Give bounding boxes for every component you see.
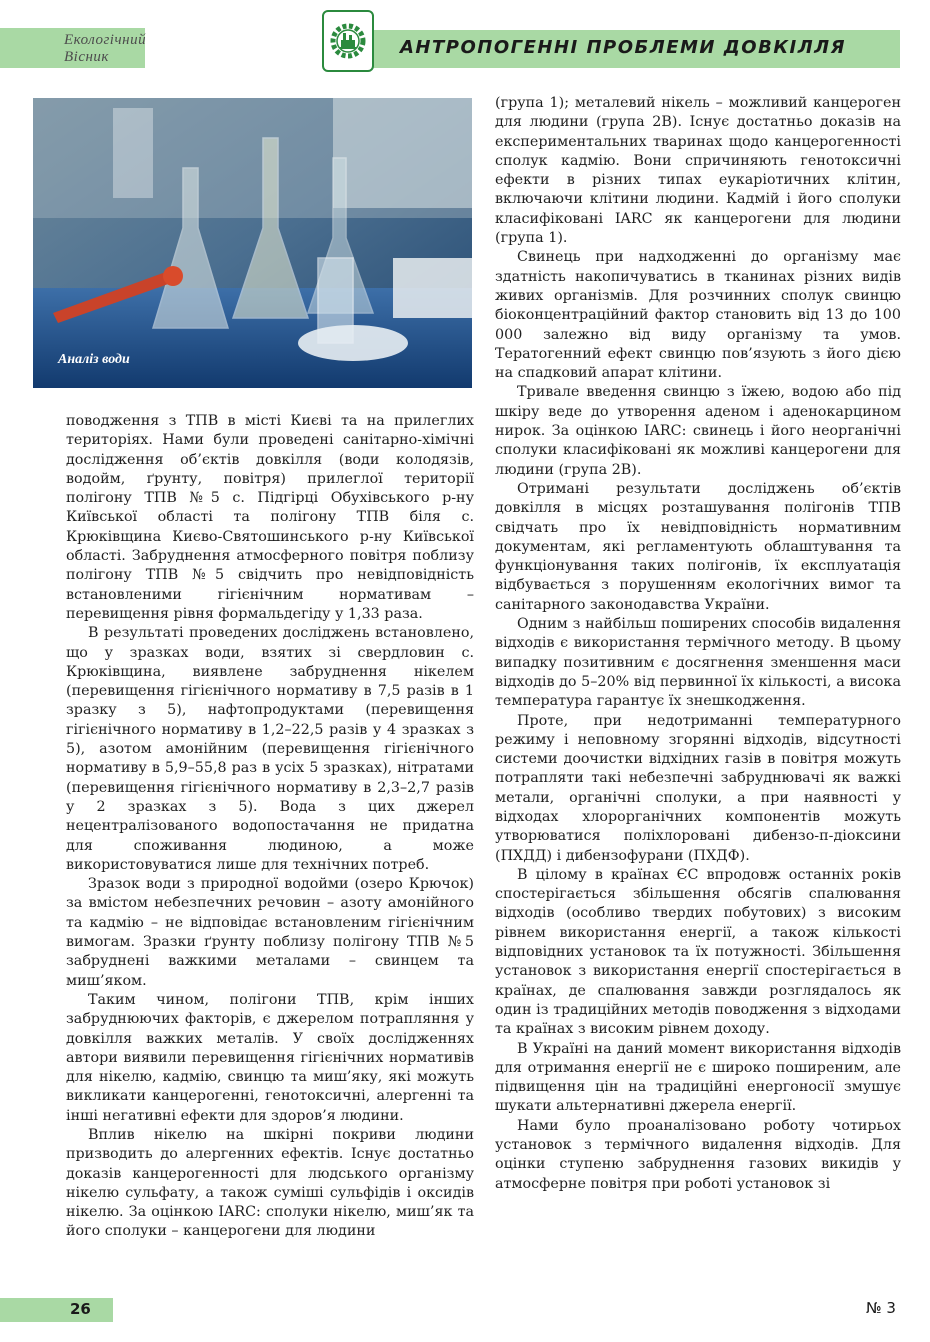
paragraph: В результаті проведених досліджень встановлено, що у зразках води, взятих зі свердловин с. Крюківщина, виявлене забруднення нікелем (перевищення гігієнічного нормативу в 7,5 разів в 1 зразку з 5), нафтопродуктами (перевищення гігієнічного нормативу в 1,2–22,5 разів у 4 зразках з 5), азотом амонійним (перевищення гігієнічного нормативу в 5,9–55,8 раз в усіх 5 зразках), нітратами (перевищення гігієнічного нормативу в 2,3–2,7 разів у 2 зразках з 5). Вода з цих джерел нецентралізованого водопостачання не придатна для споживання людиною, а може використовуватися лише для технічних потреб. — [66, 625, 474, 873]
paragraph: Вплив нікелю на шкірні покриви людини призводить до алергенних ефектів. Існує достатньо доказів канцерогенності для людського організму нікелю сульфату, а також суміші сульфідів і оксидів нікелю. За оцінкою IARC: сполуки нікелю, миш’як та його сполуки – канцерогени для людини — [66, 1126, 474, 1240]
issue-number: № 3 — [866, 1299, 896, 1317]
paragraph: (група 1); металевий нікель – можливий канцероген для людини (група 2B). Існує достатньо доказів на експериментальних тваринах щодо канцерогенності сполук кадмію. Вони спричиняють генотоксичні ефекти в різних типах еукаріотичних клітин, включаючи клітини людини. Кадмій і його сполуки класифіковані IARC як канцерогени для людини (група 1). — [495, 95, 901, 247]
paragraph: Свинець при надходженні до організму має здатність накопичуватись в тканинах різних видів живих організмів. Для розчинних сполук свинцю біоконцентраційний фактор становить від 13 до 100 000 залежно від виду організму та умов. Тератогенний ефект свинцю пов’язують з його дією на спадковий апарат клітини. — [495, 249, 901, 382]
journal-logo — [322, 10, 374, 72]
journal-title-line1: Екологічний — [64, 32, 147, 48]
page-number: 26 — [70, 1300, 91, 1318]
page-number-banner — [0, 1298, 113, 1322]
paragraph: Одним з найбільш поширених способів видалення відходів є використання термічного методу. В цьому випадку позитивним є досягнення зменшення маси відходів до 5–20% від первинної їх кількості, а висока температура гарантує їх знешкодження. — [495, 616, 901, 710]
paragraph: Проте, при недотриманні температурного режиму і неповному згорянні відходів, відсутності системи доочистки відхідних газів в повітря можуть потрапляти такі небезпечні забруднювачі як важкі метали, органічні сполуки, а при наявності у відходах хлорорганічних компонентів можуть утворюватися поліхлоровані дибензо-п-діоксини (ПХДД) і дибензофурани (ПХДФ). — [495, 712, 901, 864]
right-text-column — [495, 94, 901, 1194]
paragraph: В Україні на даний момент використання відходів для отримання енергії не є широко поширеним, але підвищення цін на традиційні енергоносії змушує шукати альтернативні джерела енергії. — [495, 1040, 901, 1115]
photo-caption: Аналіз води — [58, 352, 130, 367]
gear-factory-icon — [328, 21, 368, 61]
paragraph: Таким чином, полігони ТПВ, крім інших забруднюючих факторів, є джерелом потрапляння у довкілля важких металів. У своїх дослідженнях автори виявили перевищення гігієнічних нормативів для нікелю, кадмію, свинцю та миш’яку, які можуть викликати канцерогенні, генотоксичні, алергенні та інші негативні ефекти для здоров’я людини. — [66, 991, 474, 1124]
paragraph: Нами було проаналізовано роботу чотирьох установок з термічного видалення відходів. Для оцінки ступеню забруднення газових викидів у атмосферне повітря при роботі установок зі — [495, 1117, 901, 1192]
paragraph: Зразок води з природної водойми (озеро Крючок) за вмістом небезпечних речовин – азоту амонійного та кадмію – не відповідає встановленим гігієнічним вимогам. Зразки ґрунту поблизу полігону ТПВ №5 забруднені важкими металами – свинцем та миш’яком. — [66, 876, 474, 989]
paragraph: Отримані результати досліджень об’єктів довкілля в місцях розташування полігонів ТПВ свідчать про їх невідповідність нормативним документам, які регламентують облаштування та функціонування таких полігонів, їх експлуатація відбувається з порушенням екологічних вимог та санітарного законодавства України. — [495, 480, 901, 613]
paragraph: В цілому в країнах ЄС впродовж останніх років спостерігається збільшення обсягів спалювання відходів (особливо твердих побутових) з високим рівнем використання енергії, а також кількості відповідних установок та їх потужності. Збільшення установок з використання енергії спостерігається в країнах, де спалювання завжди розглядалось як один із традиційних методів поводження з відходами та країнах з високим рівнем доходу. — [495, 866, 901, 1038]
left-text-column — [66, 412, 474, 1242]
paragraph: Тривале введення свинцю з їжею, водою або під шкіру веде до утворення аденом і аденокарцином нирок. За оцінкою IARC: свинець і його неорганічні сполуки класифіковані як можливі канцерогени для людини (група 2B). — [495, 384, 901, 478]
lab-photo — [33, 98, 472, 388]
section-title: АНТРОПОГЕННІ ПРОБЛЕМИ ДОВКІЛЛЯ — [400, 37, 846, 58]
journal-title-line2: Вісник — [64, 49, 109, 65]
journal-title-banner — [0, 28, 145, 68]
paragraph: поводження з ТПВ в місті Києві та на прилеглих територіях. Нами були проведені санітарно-хімічні дослідження об’єктів довкілля (води колодязів, водойм, ґрунту, повітря) прилеглої території полігону ТПВ №5 с. Підгірці Обухівського р-ну Київської області та полігону ТПВ біля с. Крюківщина Києво-Святошинського р-ну Київської області. Забруднення атмосферного повітря поблизу полігону ТПВ №5 свідчить про невідповідність встановленими гігієнічним нормативам – перевищення рівня формальдегіду у 1,33 раза. — [66, 413, 474, 622]
section-title-banner — [360, 30, 900, 68]
